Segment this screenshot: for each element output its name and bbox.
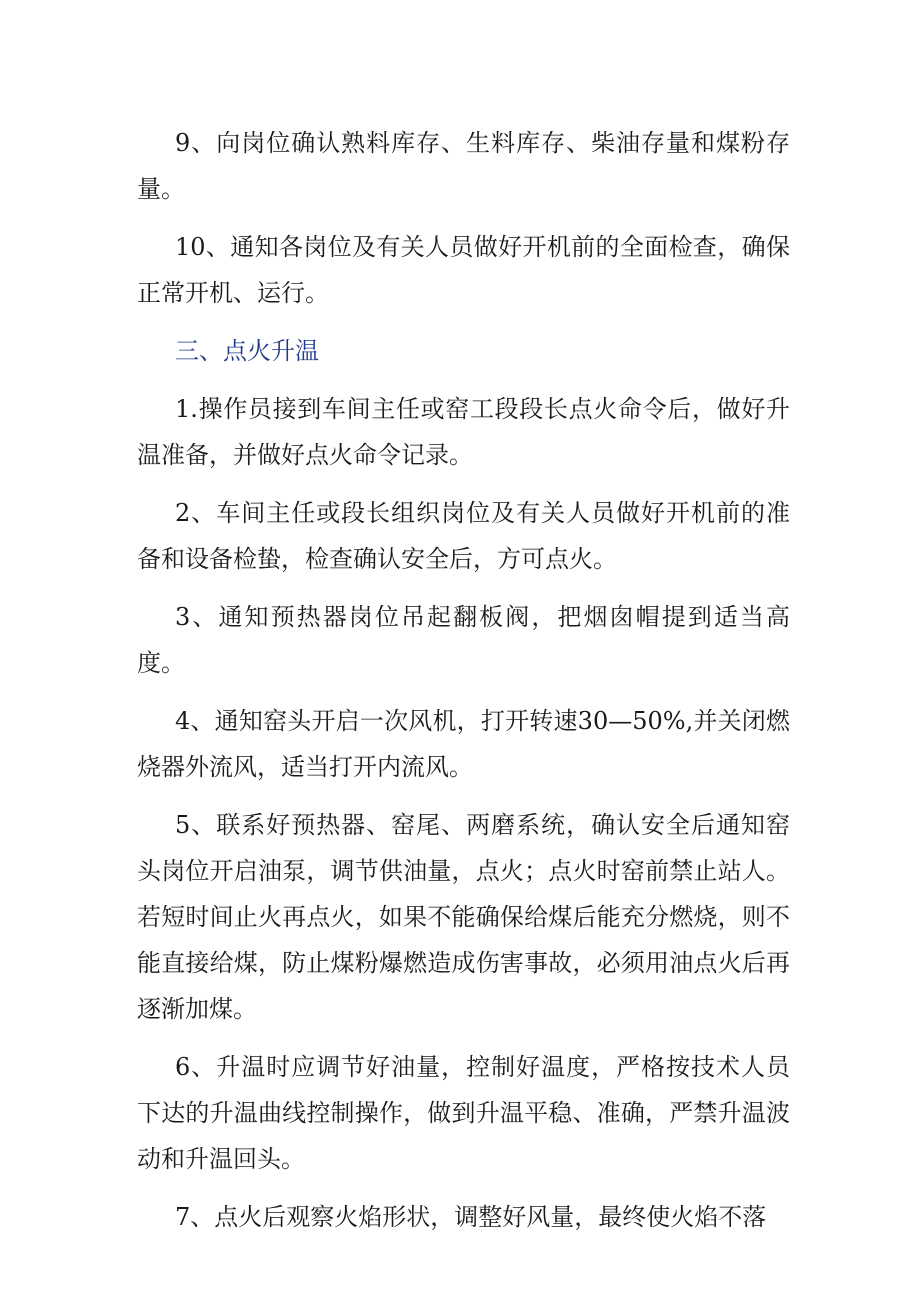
- paragraph-9: 9、向岗位确认熟料库存、生料库存、柴油存量和煤粉存量。: [137, 129, 790, 203]
- paragraph-10: 10、通知各岗位及有关人员做好开机前的全面检查，确保正常开机、运行。: [137, 233, 790, 307]
- section-heading-ignition: 三、点火升温: [175, 337, 319, 365]
- paragraph-7: 7、点火后观察火焰形状，调整好风量，最终使火焰不落: [175, 1203, 767, 1231]
- paragraph-6: 6、升温时应调节好油量，控制好温度，严格按技术人员下达的升温曲线控制操作，做到升温平稳、准确，严禁升温波动和升温回头。: [137, 1053, 790, 1173]
- paragraph-1: 1.操作员接到车间主任或窑工段段长点火命令后，做好升温准备，并做好点火命令记录。: [137, 395, 790, 469]
- paragraph-5: 5、联系好预热器、窑尾、两磨系统，确认安全后通知窑头岗位开启油泵，调节供油量，点火；点火时窑前禁止站人。若短时间止火再点火，如果不能确保给煤后能充分燃烧，则不能直接给煤，防止煤粉爆燃造成伤害事故，必须用油点火后再逐渐加煤。: [137, 811, 790, 1023]
- paragraph-3: 3、通知预热器岗位吊起翻板阀，把烟囱帽提到适当高度。: [137, 603, 790, 677]
- paragraph-4: 4、通知窑头开启一次风机，打开转速30—50%,并关闭燃烧器外流风，适当打开内流风。: [137, 707, 790, 781]
- paragraph-2: 2、车间主任或段长组织岗位及有关人员做好开机前的准备和设备检蛰，检查确认安全后，方可点火。: [137, 499, 790, 573]
